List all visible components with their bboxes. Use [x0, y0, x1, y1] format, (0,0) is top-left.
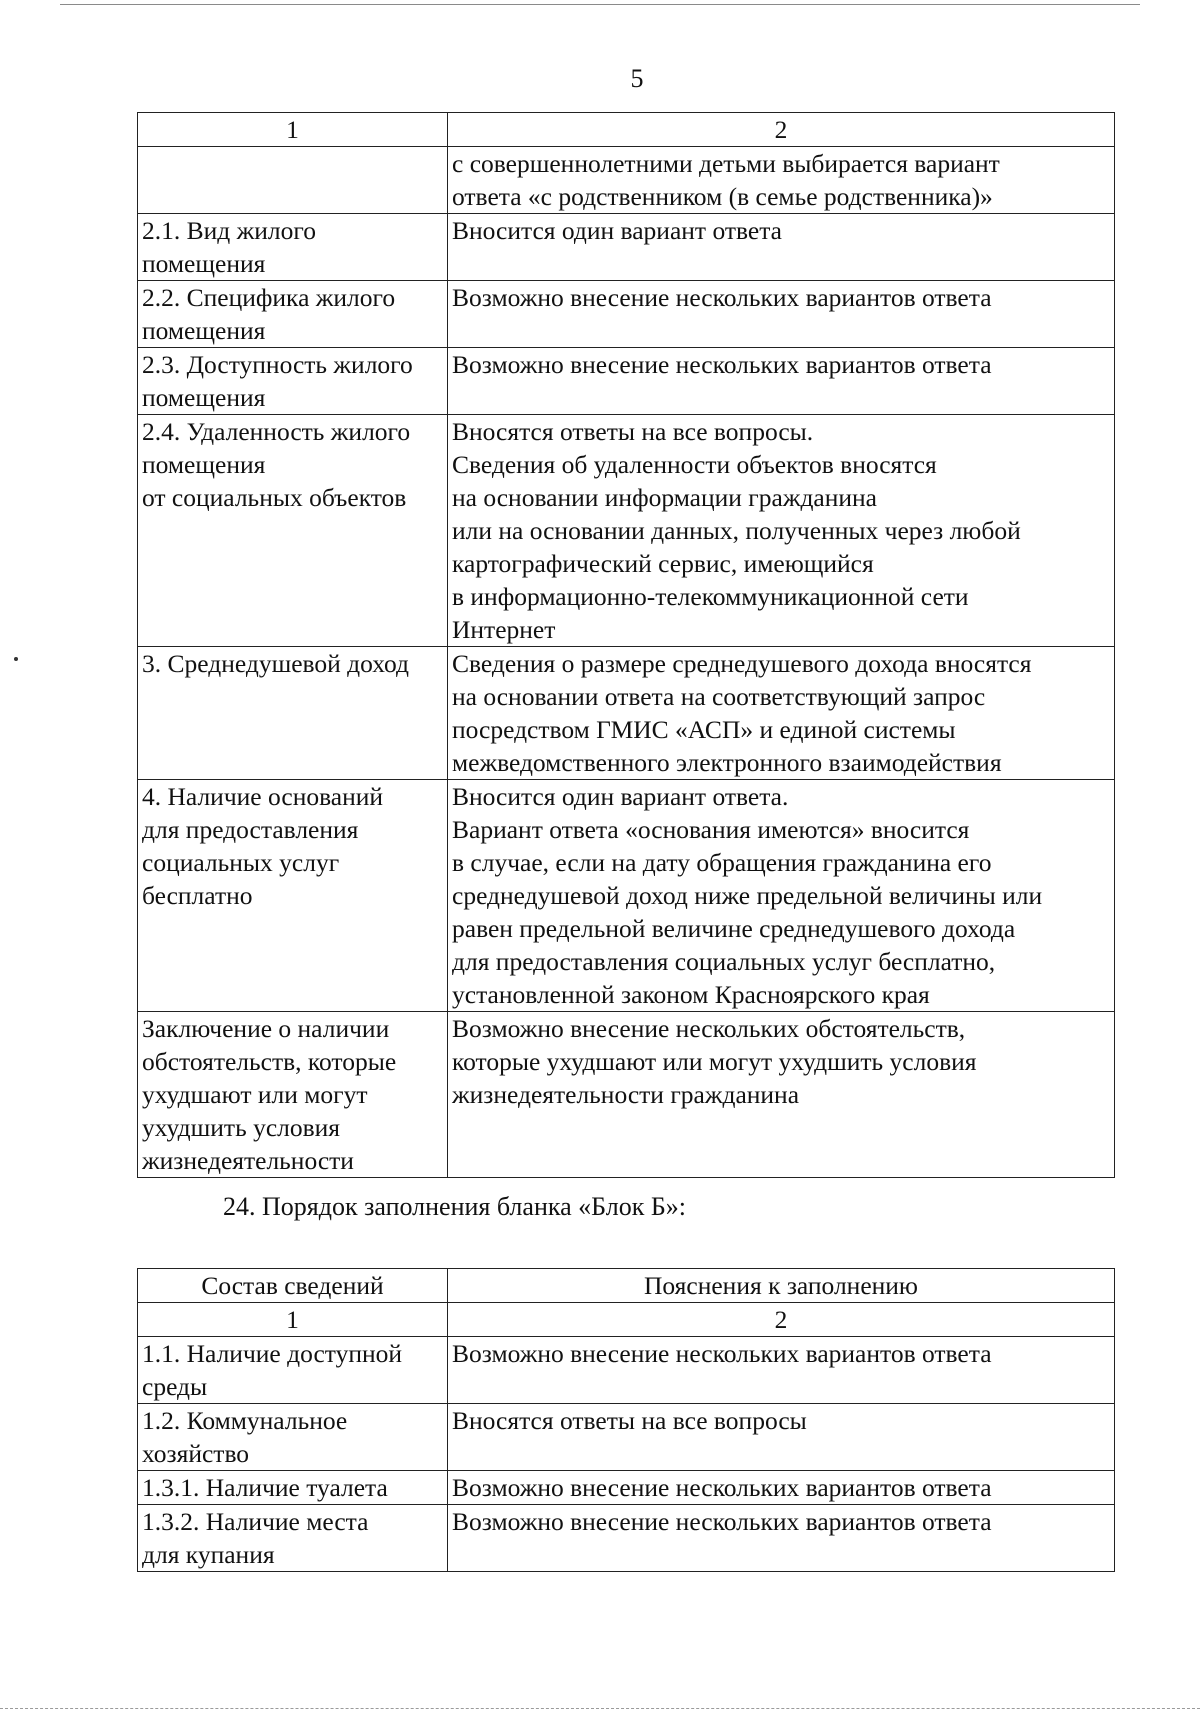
- table-row: [138, 1012, 1115, 1178]
- fill-instructions-cell: Возможно внесение нескольких вариантов ответа: [448, 1505, 1115, 1572]
- requirements-table-continued: [137, 112, 1115, 1178]
- column-number-2: 2: [448, 1303, 1115, 1337]
- info-item-cell: 4. Наличие оснований для предоставления социальных услуг бесплатно: [138, 780, 448, 1012]
- info-item-cell: 1.2. Коммунальное хозяйство: [138, 1404, 448, 1471]
- column-title-instructions: Пояснения к заполнению: [448, 1269, 1115, 1303]
- page-number: 5: [630, 64, 644, 93]
- info-item-cell: 1.3.1. Наличие туалета: [138, 1471, 448, 1505]
- info-item-cell: 2.3. Доступность жилого помещения: [138, 348, 448, 415]
- info-item-cell: 1.3.2. Наличие места для купания: [138, 1505, 448, 1572]
- info-item-cell: 2.1. Вид жилого помещения: [138, 214, 448, 281]
- fill-instructions-cell: с совершеннолетними детьми выбирается вариант ответа «с родственником (в семье родственника)»: [448, 147, 1115, 214]
- scan-speck: [14, 657, 18, 661]
- info-item-cell: 2.2. Специфика жилого помещения: [138, 281, 448, 348]
- fill-instructions-cell: Сведения о размере среднедушевого дохода вносятся на основании ответа на соответствующий запрос посредством ГМИС «АСП» и единой системы межведомственного электронного взаимодействия: [448, 647, 1115, 780]
- fill-instructions-cell: Вносятся ответы на все вопросы: [448, 1404, 1115, 1471]
- section-paragraph: 24. Порядок заполнения бланка «Блок Б»:: [223, 1192, 686, 1221]
- fill-instructions-cell: Возможно внесение нескольких вариантов ответа: [448, 1471, 1115, 1505]
- info-item-cell: Заключение о наличии обстоятельств, которые ухудшают или могут ухудшить условия жизнедеятельности: [138, 1012, 448, 1178]
- fill-instructions-cell: Возможно внесение нескольких вариантов ответа: [448, 1337, 1115, 1404]
- info-item-cell: 1.1. Наличие доступной среды: [138, 1337, 448, 1404]
- fill-instructions-cell: Вносятся ответы на все вопросы. Сведения об удаленности объектов вносятся на основании информации гражданина или на основании данных, полученных через любой картографический сервис, имеющийся в информационно-телекоммуникационной сети Интернет: [448, 415, 1115, 647]
- info-item-cell: 2.4. Удаленность жилого помещения от социальных объектов: [138, 415, 448, 647]
- table-row: [138, 647, 1115, 780]
- column-title-info: Состав сведений: [138, 1269, 448, 1303]
- scan-edge-top: [60, 4, 1140, 5]
- table-caption-row: [138, 1269, 1115, 1303]
- table-row: [138, 415, 1115, 647]
- table-row: [138, 1404, 1115, 1471]
- column-number-1: 1: [138, 113, 448, 147]
- info-item-cell: [138, 147, 448, 214]
- fill-instructions-cell: Возможно внесение нескольких обстоятельств, которые ухудшают или могут ухудшить условия жизнедеятельности гражданина: [448, 1012, 1115, 1178]
- table-row: [138, 147, 1115, 214]
- table-row: [138, 1505, 1115, 1572]
- fill-instructions-cell: Вносится один вариант ответа: [448, 214, 1115, 281]
- scan-edge-bottom: [0, 1708, 1200, 1710]
- fill-instructions-cell: Вносится один вариант ответа. Вариант ответа «основания имеются» вносится в случае, если на дату обращения гражданина его среднедушевой доход ниже предельной величины или равен предельной величине среднедушевого дохода для предоставления социальных услуг бесплатно, установленной законом Красноярского края: [448, 780, 1115, 1012]
- column-number-2: 2: [448, 113, 1115, 147]
- table-row: [138, 348, 1115, 415]
- table-header-row: [138, 1303, 1115, 1337]
- column-number-1: 1: [138, 1303, 448, 1337]
- table-row: [138, 1337, 1115, 1404]
- fill-instructions-cell: Возможно внесение нескольких вариантов ответа: [448, 348, 1115, 415]
- table-row: [138, 1471, 1115, 1505]
- table-row: [138, 281, 1115, 348]
- block-b-table: [137, 1268, 1115, 1572]
- fill-instructions-cell: Возможно внесение нескольких вариантов ответа: [448, 281, 1115, 348]
- info-item-cell: 3. Среднедушевой доход: [138, 647, 448, 780]
- table-row: [138, 214, 1115, 281]
- table-header-row: [138, 113, 1115, 147]
- table-row: [138, 780, 1115, 1012]
